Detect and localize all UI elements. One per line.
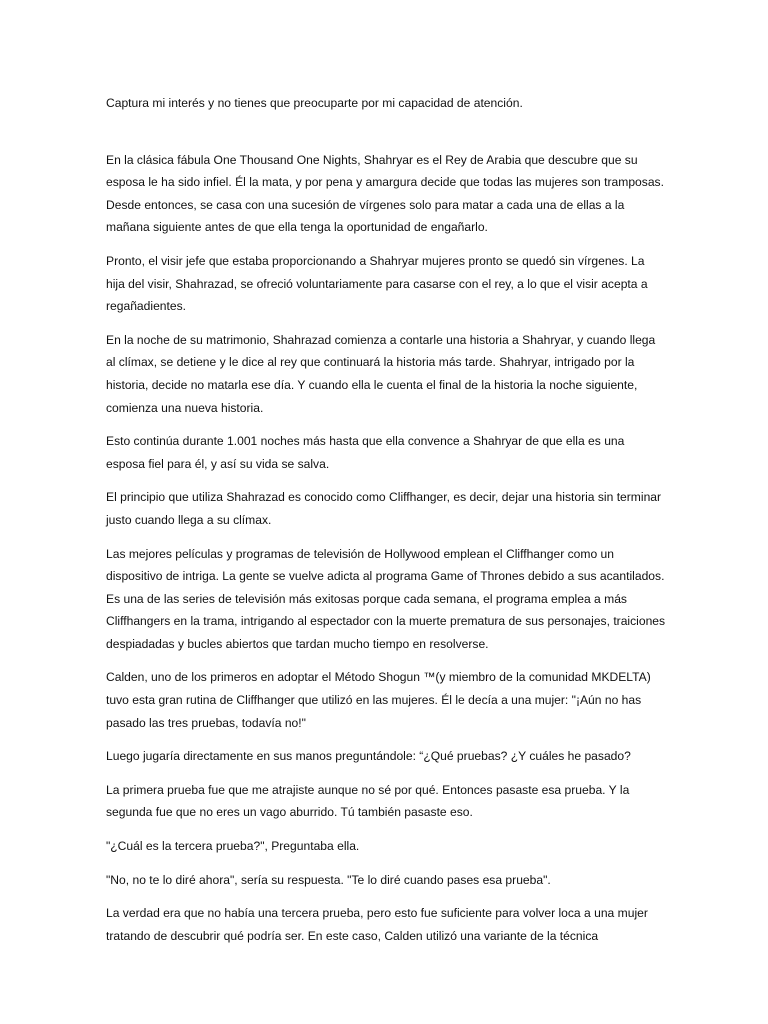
intro-paragraph: Captura mi interés y no tienes que preocuparte por mi capacidad de atención. <box>106 96 523 110</box>
paragraph-4: Esto continúa durante 1.001 noches más hasta que ella convence a Shahryar de que ella es una esposa fiel para él, y así su vida se salva. <box>106 434 625 471</box>
paragraph-9: La primera prueba fue que me atrajiste aunque no sé por qué. Entonces pasaste esa prueba. Y la segunda fue que no eres un vago aburrido. Tú también pasaste eso. <box>106 782 630 820</box>
paragraph-10: "¿Cuál es la tercera prueba?", Preguntaba ella. <box>106 839 360 854</box>
paragraph-7: Calden, uno de los primeros en adoptar el Método Shogun ™(y miembro de la comunidad MKDELTA) tuvo esta gran rutina de Cliffhanger que utilizó en las mujeres. Él le decía a una mujer: "¡Aún no has pasado las tres pruebas, todavía no!" <box>106 670 651 730</box>
paragraph-12: La verdad era que no había una tercera prueba, pero esto fue suficiente para volver loca a una mujer tratando de descubrir qué podría ser. En este caso, Calden utilizó una variante de la técnica <box>106 906 648 943</box>
paragraph-1: En la clásica fábula One Thousand One Nights, Shahryar es el Rey de Arabia que descubre que su esposa le ha sido infiel. Él la mata, y por pena y amargura decide que todas las mujeres son tramposas. Desde entonces, se casa con una sucesión de vírgenes solo para matar a cada una de ellas a la mañana siguiente antes de que ella tenga la oportunidad de engañarlo. <box>106 152 664 235</box>
paragraph-5: El principio que utiliza Shahrazad es conocido como Cliffhanger, es decir, dejar una historia sin terminar justo cuando llega a su clímax. <box>106 490 662 527</box>
paragraph-11: "No, no te lo diré ahora", sería su respuesta. "Te lo diré cuando pases esa prueba". <box>106 872 551 887</box>
paragraph-6: Las mejores películas y programas de televisión de Hollywood emplean el Cliffhanger como un dispositivo de intriga. La gente se vuelve adicta al programa Game of Thrones debido a sus acantilados. Es una de las series de televisión más exitosas porque cada semana, el programa emplea a más Cliffhangers en la trama, intrigando al espectador con la muerte prematura de sus personajes, traiciones despiadadas y bucles abiertos que tardan mucho tiempo en resolverse. <box>106 546 666 651</box>
paragraph-2: Pronto, el visir jefe que estaba proporcionando a Shahryar mujeres pronto se quedó sin vírgenes. La hija del visir, Shahrazad, se ofreció voluntariamente para casarse con el rey, a lo que el visir acepta a regañadientes. <box>106 253 648 314</box>
document-body <box>106 92 666 958</box>
paragraph-3: En la noche de su matrimonio, Shahrazad comienza a contarle una historia a Shahryar, y cuando llega al clímax, se detiene y le dice al rey que continuará la historia más tarde. Shahryar, intrigado por la historia, decide no matarla ese día. Y cuando ella le cuenta el final de la historia la noche siguiente, comienza una nueva historia. <box>106 332 656 415</box>
paragraph-8: Luego jugaría directamente en sus manos preguntándole: “¿Qué pruebas? ¿Y cuáles he pasado? <box>106 749 631 764</box>
